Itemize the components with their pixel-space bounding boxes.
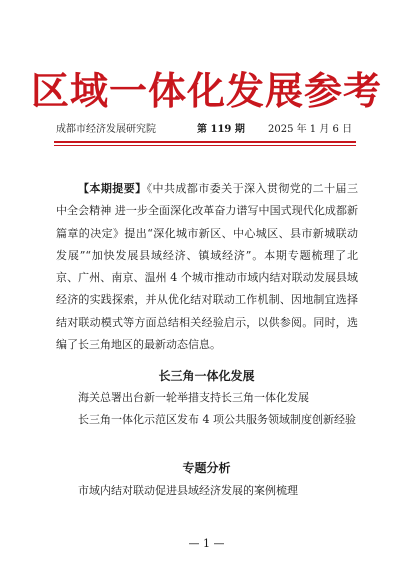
abstract-label: 【本期提要】 — [78, 182, 147, 195]
abstract-text: 《中共成都市委关于深入贯彻党的二十届三中全会精神 进一步全面深化改革奋力谱写中国式现代化成都新篇章的决定》提出“深化城市新区、中心城区、县市新城联动发展”“加快发展县域经济、镇域经济”。本期专题梳理了北京、广州、南京、温州 4 个城市推动市域内结对联动发展县域经济的实践探索，并从优化结对联动工作机制、因地制宜选择结对联动模式等方面总结相关经验启示，以供参阅。同时，选编了长三角地区的最新动态信息。 — [56, 182, 358, 352]
masthead-title: 区域一体化发展参考 — [30, 69, 382, 113]
issue-line — [56, 122, 356, 138]
article-title[interactable]: 海关总署出台新一轮举措支持长三角一体化发展 — [78, 391, 309, 404]
issue-number: 第 119 期 — [197, 124, 245, 135]
header-rule-thin — [54, 145, 356, 146]
article-title[interactable]: 长三角一体化示范区发布 4 项公共服务领域制度创新经验 — [78, 413, 356, 426]
article-title[interactable]: 市域内结对联动促进县域经济发展的案例梳理 — [78, 484, 298, 497]
issue-date: 2025 年 1 月 6 日 — [268, 124, 353, 135]
section-title-special-analysis: 专题分析 — [182, 461, 231, 475]
issue-abstract — [56, 178, 358, 356]
section-title-yangtze-delta: 长三角一体化发展 — [158, 369, 255, 383]
page-number: — 1 — — [188, 537, 225, 550]
issuing-organization: 成都市经济发展研究院 — [56, 124, 156, 135]
header-rule-thick — [54, 141, 356, 143]
